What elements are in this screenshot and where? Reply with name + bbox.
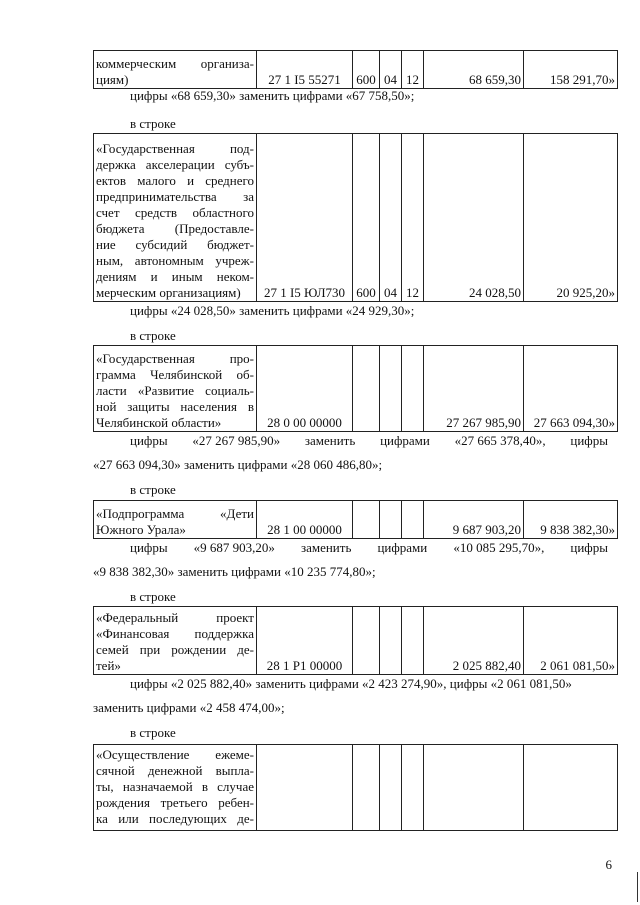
section-label: в строке <box>130 589 176 604</box>
section-label: в строке <box>130 482 176 497</box>
amount-year-2: 2 061 081,50» <box>524 607 618 675</box>
amount-year-1: 9 687 903,20 <box>424 501 524 539</box>
amount-year-2: 27 663 094,30» <box>524 346 618 432</box>
row-description: «Государственная про- грамма Челябинской об- ласти «Развитие социаль- ной защиты населения в Челябинской области» <box>94 346 257 432</box>
section-label: в строке <box>130 116 176 131</box>
section-label: в строке <box>130 725 176 740</box>
target-article-code <box>257 745 353 831</box>
amendment-text-line-2: «9 838 382,30» заменить цифрами «10 235 774,80»; <box>93 564 376 579</box>
section-label: в строке <box>130 328 176 343</box>
subsection-code <box>402 501 424 539</box>
section-code: 04 <box>380 134 402 302</box>
expense-type-code: 600 <box>353 134 380 302</box>
amendment-text: цифры «68 659,30» заменить цифрами «67 758,50»; <box>130 88 415 103</box>
subsection-code: 12 <box>402 51 424 89</box>
amendment-text-line-2: заменить цифрами «2 458 474,00»; <box>93 700 285 715</box>
subsection-code <box>402 745 424 831</box>
table-row <box>94 51 618 89</box>
amount-year-2: 9 838 382,30» <box>524 501 618 539</box>
page-number: 6 <box>605 857 612 872</box>
target-article-code: 28 1 00 00000 <box>257 501 353 539</box>
scan-edge-line <box>637 872 638 902</box>
budget-table-3 <box>93 345 618 432</box>
row-description: «Государственная под- держка акселерации субъ- ектов малого и среднего предпринимательства за счет средств областного бюджета (Предоставле- ние субсидий бюджет- ным, автономным учреж- дениям и иным неком- мерческим организациям) <box>94 134 257 302</box>
amount-year-1: 27 267 985,90 <box>424 346 524 432</box>
section-code: 04 <box>380 51 402 89</box>
amendment-text-line-1: цифры «2 025 882,40» заменить цифрами «2 423 274,90», цифры «2 061 081,50» <box>130 676 572 691</box>
target-article-code: 28 0 00 00000 <box>257 346 353 432</box>
table-row <box>94 745 618 831</box>
row-description: коммерческим организа- циям) <box>94 51 257 89</box>
table-row <box>94 346 618 432</box>
expense-type-code <box>353 346 380 432</box>
budget-table-5 <box>93 606 618 675</box>
section-code <box>380 607 402 675</box>
subsection-code <box>402 607 424 675</box>
subsection-code: 12 <box>402 134 424 302</box>
amount-year-2: 158 291,70» <box>524 51 618 89</box>
row-description: «Осуществление ежеме- сячной денежной выпла- ты, назначаемой в случае рождения третьего ребен- ка или последующих де- <box>94 745 257 831</box>
section-code <box>380 501 402 539</box>
amendment-text-line-1: цифры «9 687 903,20» заменить цифрами «10 085 295,70», цифры <box>130 540 608 555</box>
target-article-code: 28 1 P1 00000 <box>257 607 353 675</box>
budget-table-6 <box>93 744 618 831</box>
target-article-code: 27 1 I5 ЮЛ730 <box>257 134 353 302</box>
budget-table-2 <box>93 133 618 302</box>
budget-table-1 <box>93 50 618 89</box>
expense-type-code: 600 <box>353 51 380 89</box>
table-row <box>94 134 618 302</box>
table-row <box>94 501 618 539</box>
amendment-text-line-1: цифры «27 267 985,90» заменить цифрами «27 665 378,40», цифры <box>130 433 608 448</box>
row-description: «Подпрограмма «Дети Южного Урала» <box>94 501 257 539</box>
expense-type-code <box>353 745 380 831</box>
row-description: «Федеральный проект «Финансовая поддержка семей при рождении де- тей» <box>94 607 257 675</box>
section-code <box>380 346 402 432</box>
amendment-text: цифры «24 028,50» заменить цифрами «24 929,30»; <box>130 303 415 318</box>
budget-table-4 <box>93 500 618 539</box>
table-row <box>94 607 618 675</box>
amount-year-1: 24 028,50 <box>424 134 524 302</box>
amount-year-1 <box>424 745 524 831</box>
target-article-code: 27 1 I5 55271 <box>257 51 353 89</box>
amendment-text-line-2: «27 663 094,30» заменить цифрами «28 060 486,80»; <box>93 457 383 472</box>
amount-year-1: 2 025 882,40 <box>424 607 524 675</box>
section-code <box>380 745 402 831</box>
expense-type-code <box>353 607 380 675</box>
subsection-code <box>402 346 424 432</box>
amount-year-2 <box>524 745 618 831</box>
amount-year-2: 20 925,20» <box>524 134 618 302</box>
expense-type-code <box>353 501 380 539</box>
amount-year-1: 68 659,30 <box>424 51 524 89</box>
